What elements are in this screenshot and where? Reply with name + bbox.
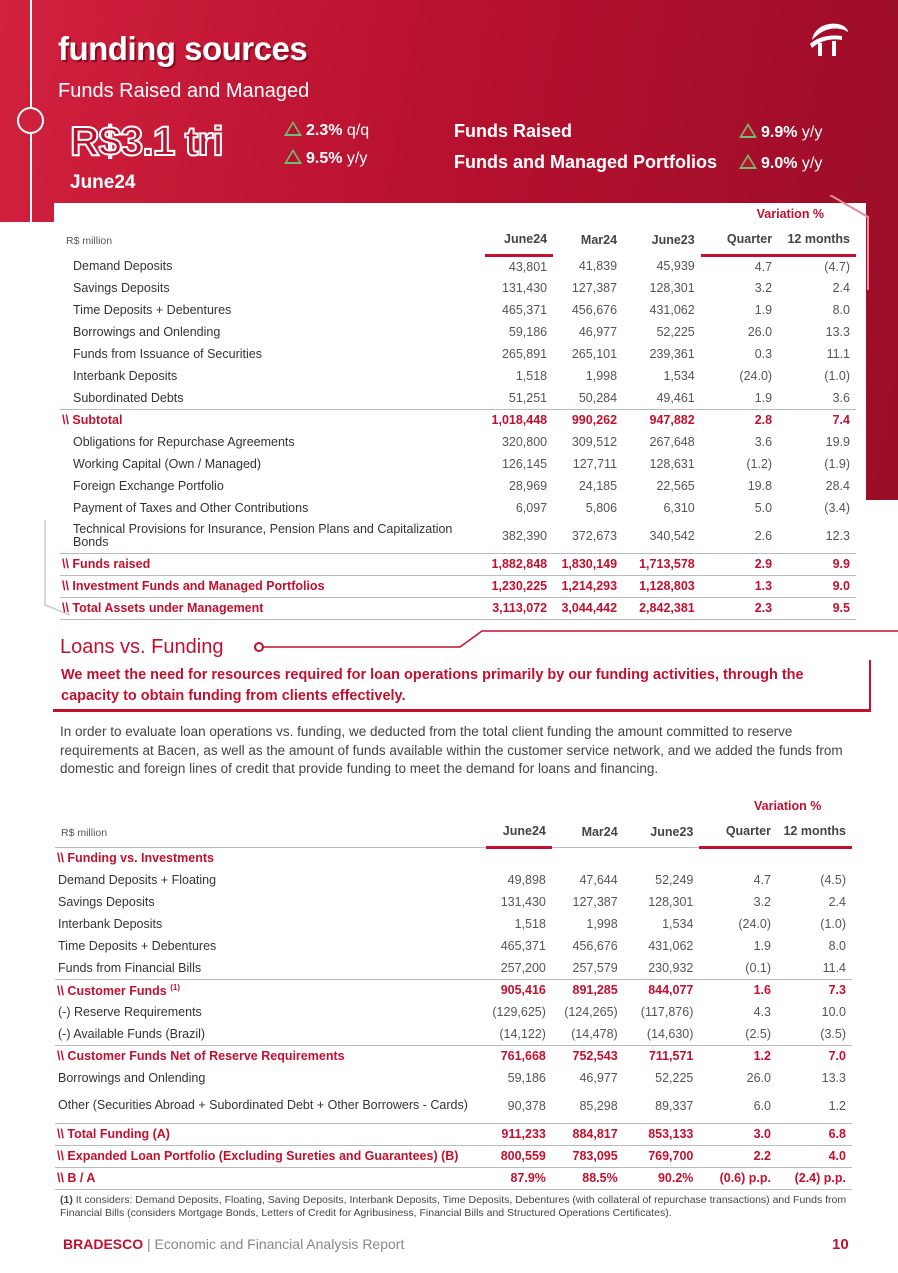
variation-header: Variation % xyxy=(754,799,822,813)
row-value: 6.8 xyxy=(777,1123,852,1145)
row-value: 3.6 xyxy=(832,390,850,405)
row-label: \\ Funding vs. Investments xyxy=(55,847,486,869)
row-value: 2.4 xyxy=(828,895,846,909)
row-label: Foreign Exchange Portfolio xyxy=(73,479,224,493)
row-label: Other (Securities Abroad + Subordinated Debt + Other Borrowers - Cards) xyxy=(58,1098,468,1113)
table-row xyxy=(55,913,852,935)
row-value: 2.4 xyxy=(832,281,850,295)
row-value: (4.7) xyxy=(824,259,850,274)
row-value: 340,542 xyxy=(649,528,695,543)
row-value: 783,095 xyxy=(552,1145,624,1167)
footer xyxy=(63,1236,404,1252)
row-value: 7.0 xyxy=(777,1045,852,1067)
row-value: 7.4 xyxy=(778,409,856,431)
up-triangle-icon xyxy=(739,123,757,138)
table-row xyxy=(55,1167,852,1189)
row-value: 911,233 xyxy=(486,1123,552,1145)
table-row xyxy=(60,553,856,575)
row-value: 45,939 xyxy=(656,259,695,273)
funds-raised-label: Funds Raised xyxy=(454,121,573,141)
row-value: 127,387 xyxy=(572,895,618,909)
row-label: Interbank Deposits xyxy=(58,917,163,931)
row-value: (0.6) p.p. xyxy=(699,1167,777,1189)
row-value: 891,285 xyxy=(552,979,624,1001)
table-row xyxy=(55,1123,852,1145)
row-value xyxy=(699,847,777,869)
table-row xyxy=(60,343,856,365)
row-value: 1,998 xyxy=(585,369,618,383)
row-value: 46,977 xyxy=(579,1071,618,1085)
row-value: 267,648 xyxy=(649,435,695,449)
row-value: 8.0 xyxy=(828,939,846,953)
row-value: (3.4) xyxy=(824,501,850,515)
table-header-row xyxy=(60,225,856,255)
variation-header: Variation % xyxy=(756,207,825,221)
row-value: 2.9 xyxy=(701,553,778,575)
row-value: 3.6 xyxy=(754,435,773,449)
row-label: \\ Total Assets under Management xyxy=(60,597,485,619)
row-value: (14,478) xyxy=(571,1026,618,1041)
col-mar24: Mar24 xyxy=(580,233,618,247)
row-value: 59,186 xyxy=(508,325,548,339)
row-value: 7.3 xyxy=(777,979,852,1001)
row-label: (-) Reserve Requirements xyxy=(58,1005,202,1019)
row-value: (24.0) xyxy=(738,917,771,931)
row-value: 19.8 xyxy=(747,479,773,493)
row-value: (2.4) p.p. xyxy=(777,1167,852,1189)
table-row xyxy=(60,255,856,277)
row-label: Time Deposits + Debentures xyxy=(73,303,232,317)
col-12months: 12 months xyxy=(777,817,852,847)
timeline-node xyxy=(17,107,44,134)
row-value: 382,390 xyxy=(501,528,548,543)
row-label: Time Deposits + Debentures xyxy=(58,939,217,953)
row-value: 456,676 xyxy=(571,303,618,317)
row-value: 1.3 xyxy=(701,575,778,597)
row-value: 1,128,803 xyxy=(623,575,701,597)
row-value: 456,676 xyxy=(572,939,618,953)
table-row xyxy=(55,1023,852,1045)
row-value: 230,932 xyxy=(648,960,694,975)
row-value: 11.4 xyxy=(822,960,846,975)
row-value: 6,097 xyxy=(515,501,548,515)
col-june24: June24 xyxy=(486,817,552,847)
row-value: 1,018,448 xyxy=(485,409,553,431)
row-value: 90,378 xyxy=(507,1098,546,1113)
table-row xyxy=(55,1067,852,1089)
row-value: 26.0 xyxy=(747,325,773,339)
table-row xyxy=(60,597,856,619)
table-row xyxy=(60,277,856,299)
row-value: 2.8 xyxy=(701,409,778,431)
row-value: (14,122) xyxy=(499,1026,546,1041)
row-label: Borrowings and Onlending xyxy=(58,1071,206,1085)
row-value: 2,842,381 xyxy=(623,597,701,619)
row-label: Demand Deposits + Floating xyxy=(58,873,217,887)
row-value: 431,062 xyxy=(649,303,695,317)
loans-funding-table xyxy=(55,795,852,1190)
row-value: 88.5% xyxy=(552,1167,624,1189)
page-number: 10 xyxy=(832,1236,849,1253)
row-value: 309,512 xyxy=(571,435,618,449)
section-divider xyxy=(250,628,898,654)
row-value: 5,806 xyxy=(585,501,618,515)
footnote: (1) It considers: Demand Deposits, Floating, Saving Deposits, Interbank Deposits, Time Deposits, Debentures (with collateral of repurchase transactions) and Funds from Financial Bills (considers Mortgage Bonds, Letters of Credit for Agribusiness, Financial Bills and Structured Operations Certificates). xyxy=(60,1194,847,1219)
row-value: 905,416 xyxy=(486,979,552,1001)
col-june24: June24 xyxy=(485,225,553,255)
row-value: 465,371 xyxy=(500,939,546,953)
row-value: 4.3 xyxy=(753,1005,771,1019)
page-title: funding sources xyxy=(58,30,308,67)
row-value: 19.9 xyxy=(825,435,850,449)
col-12months: 12 months xyxy=(778,225,856,255)
row-label: Working Capital (Own / Managed) xyxy=(73,457,262,471)
kpi-funds-raised: 9.9% y/y xyxy=(739,122,822,142)
table-row xyxy=(55,1089,852,1123)
footer-separator: | xyxy=(147,1236,151,1252)
row-value: 1,534 xyxy=(662,917,694,931)
col-mar24: Mar24 xyxy=(581,824,618,839)
row-value: 1,534 xyxy=(663,369,695,383)
row-value: 431,062 xyxy=(648,939,694,953)
row-value: 257,579 xyxy=(572,960,618,975)
row-value: 22,565 xyxy=(656,479,695,493)
row-value: 4.0 xyxy=(777,1145,852,1167)
row-value: 26.0 xyxy=(746,1071,771,1085)
row-value: 5.0 xyxy=(754,501,773,515)
row-value: 11.1 xyxy=(826,347,850,361)
row-value: (117,876) xyxy=(640,1005,694,1019)
row-value: 711,571 xyxy=(624,1045,700,1067)
row-value: 3,113,072 xyxy=(485,597,553,619)
row-value: 51,251 xyxy=(508,390,548,405)
table-row xyxy=(60,409,856,431)
table-row xyxy=(55,1145,852,1167)
row-value: 52,225 xyxy=(655,1071,694,1085)
row-value: 1,882,848 xyxy=(485,553,553,575)
row-value: 372,673 xyxy=(571,528,618,543)
row-label: Technical Provisions for Insurance, Pension Plans and Capitalization Bonds xyxy=(73,521,453,549)
row-value: 127,711 xyxy=(572,457,618,471)
row-value: 257,200 xyxy=(500,960,546,975)
section-body: In order to evaluate loan operations vs. funding, we deducted from the total client funding the amount committed to reserve requirements at Bacen, as well as the amount of funds available within the customer service network, and we added the funds from domestic and foreign lines of credit that provide funding to meet the demand for loans and financing. xyxy=(60,724,843,776)
table-row xyxy=(55,891,852,913)
row-value: (1.2) xyxy=(746,457,773,471)
row-value: 13.3 xyxy=(821,1071,846,1085)
row-value: 1,214,293 xyxy=(553,575,623,597)
row-label: Payment of Taxes and Other Contributions xyxy=(73,501,309,515)
row-label: (-) Available Funds (Brazil) xyxy=(58,1026,206,1041)
table-row xyxy=(60,519,856,553)
row-value: 800,559 xyxy=(486,1145,552,1167)
row-value: (1.9) xyxy=(824,457,850,471)
table-row xyxy=(60,431,856,453)
row-value: 8.0 xyxy=(832,303,850,317)
row-label: \\ Customer Funds Net of Reserve Requirements xyxy=(55,1045,486,1067)
row-value: 128,301 xyxy=(649,281,695,295)
table-row xyxy=(55,847,852,869)
table-row xyxy=(60,387,856,409)
row-value: 3.0 xyxy=(699,1123,777,1145)
row-value: (1.0) xyxy=(820,917,846,931)
row-value: 265,891 xyxy=(501,347,548,361)
row-value: 50,284 xyxy=(578,390,618,405)
up-triangle-icon xyxy=(284,149,302,164)
funding-table xyxy=(60,203,856,620)
up-triangle-icon xyxy=(284,121,302,136)
row-value: 1,830,149 xyxy=(553,553,623,575)
row-label: Interbank Deposits xyxy=(73,369,178,383)
row-value: 127,387 xyxy=(571,281,618,295)
row-value: 128,301 xyxy=(648,895,694,909)
variation-header-row xyxy=(55,795,852,817)
row-label: Savings Deposits xyxy=(73,281,170,295)
row-value: 1.9 xyxy=(754,390,773,405)
period-label: June24 xyxy=(70,172,136,193)
table-row xyxy=(55,1001,852,1023)
unit-label: R$ million xyxy=(66,235,113,247)
table-row xyxy=(60,475,856,497)
row-value: 1.2 xyxy=(699,1045,777,1067)
col-june23: June23 xyxy=(650,824,694,839)
row-value: 265,101 xyxy=(571,347,618,361)
row-label: \\ Subtotal xyxy=(60,409,485,431)
row-value: 49,898 xyxy=(507,873,546,887)
table-row xyxy=(60,453,856,475)
row-value: 2.3 xyxy=(701,597,778,619)
row-value: 752,543 xyxy=(552,1045,624,1067)
row-value: (129,625) xyxy=(492,1005,546,1019)
col-quarter: Quarter xyxy=(701,225,778,255)
row-value: 89,337 xyxy=(655,1098,694,1113)
row-value: (1.0) xyxy=(824,369,850,383)
col-june23: June23 xyxy=(651,233,695,247)
page-subtitle: Funds Raised and Managed xyxy=(58,80,310,102)
row-value: 1.2 xyxy=(828,1098,846,1113)
row-value: 9.5 xyxy=(778,597,856,619)
table-row xyxy=(55,1045,852,1067)
row-value: 41,839 xyxy=(578,259,618,273)
kpi-yoy: 9.5% y/y xyxy=(284,148,367,168)
kpi-qoq: 2.3% q/q xyxy=(284,120,369,140)
row-value: 2.6 xyxy=(754,528,773,543)
row-value: 0.3 xyxy=(754,347,773,361)
table-header-row xyxy=(55,817,852,847)
row-value: 13.3 xyxy=(825,325,850,339)
row-value: 90.2% xyxy=(624,1167,700,1189)
row-value: 3.2 xyxy=(754,281,773,295)
row-value: 131,430 xyxy=(501,281,548,295)
timeline-line xyxy=(30,0,32,108)
row-label: \\ Expanded Loan Portfolio (Excluding Sureties and Guarantees) (B) xyxy=(55,1145,486,1167)
row-value: 4.7 xyxy=(753,873,771,887)
row-value: 884,817 xyxy=(552,1123,624,1145)
row-value: 85,298 xyxy=(579,1098,618,1113)
row-value: 2.2 xyxy=(699,1145,777,1167)
table-row xyxy=(60,321,856,343)
row-value: 24,185 xyxy=(578,479,618,493)
row-value: 3.2 xyxy=(753,895,771,909)
row-value: 131,430 xyxy=(500,895,546,909)
row-value: 853,133 xyxy=(624,1123,700,1145)
row-value: 844,077 xyxy=(624,979,700,1001)
row-value xyxy=(624,847,700,869)
row-label: Subordinated Debts xyxy=(73,390,184,405)
table-row xyxy=(60,365,856,387)
row-label: \\ Total Funding (A) xyxy=(55,1123,486,1145)
table-row xyxy=(55,979,852,1001)
row-value: 769,700 xyxy=(624,1145,700,1167)
row-value: 1.6 xyxy=(699,979,777,1001)
row-value: 1,518 xyxy=(515,369,548,383)
row-value: 43,801 xyxy=(508,259,548,274)
row-value: 465,371 xyxy=(501,303,548,317)
row-value: 9.0 xyxy=(778,575,856,597)
row-value: 126,145 xyxy=(501,457,548,471)
row-value: (2.5) xyxy=(745,1026,771,1041)
row-label: \\ Customer Funds $^{(1)}$ xyxy=(55,979,486,1001)
table-row xyxy=(60,575,856,597)
row-value: 1,998 xyxy=(586,917,618,931)
kpi-funds-managed: 9.0% y/y xyxy=(739,153,822,173)
row-value: 6.0 xyxy=(753,1098,771,1113)
row-value: (24.0) xyxy=(739,369,773,383)
table-row xyxy=(60,299,856,321)
row-value: 46,977 xyxy=(578,325,618,339)
table-row xyxy=(55,957,852,979)
row-value: (14,630) xyxy=(646,1026,694,1041)
footer-brand: BRADESCO xyxy=(63,1236,144,1252)
row-value: 1,230,225 xyxy=(485,575,553,597)
row-value: 1.9 xyxy=(754,303,773,317)
row-label: Funds from Issuance of Securities xyxy=(73,347,262,361)
row-value xyxy=(777,847,852,869)
table-row xyxy=(60,497,856,519)
row-value: (3.5) xyxy=(820,1026,846,1041)
table-row xyxy=(55,869,852,891)
row-value: 990,262 xyxy=(553,409,623,431)
row-value: 6,310 xyxy=(663,501,695,515)
row-value: 9.9 xyxy=(778,553,856,575)
row-value: 49,461 xyxy=(656,390,695,405)
total-funds-value: R$3.1 tri xyxy=(70,118,223,164)
row-label: Funds from Financial Bills xyxy=(58,960,202,975)
row-value: 52,225 xyxy=(656,325,695,339)
unit-label: R$ million xyxy=(61,826,108,839)
col-quarter: Quarter xyxy=(699,817,777,847)
highlight-box: We meet the need for resources required for loan operations primarily by our funding activities, through the capacity to obtain funding from clients effectively. xyxy=(53,660,871,712)
row-label: Savings Deposits xyxy=(58,895,155,909)
row-value: 1,518 xyxy=(514,917,546,931)
row-value: 761,668 xyxy=(486,1045,552,1067)
row-value: 12.3 xyxy=(825,528,850,543)
row-value: 28,969 xyxy=(508,479,548,493)
row-label: Obligations for Repurchase Agreements xyxy=(73,435,295,449)
row-value: 320,800 xyxy=(501,435,548,449)
row-label: \\ Investment Funds and Managed Portfolios xyxy=(60,575,485,597)
table-row xyxy=(55,935,852,957)
row-value: 4.7 xyxy=(754,259,773,274)
row-value: (124,265) xyxy=(564,1005,618,1019)
row-value: (0.1) xyxy=(745,960,771,975)
row-value: 47,644 xyxy=(579,873,618,887)
row-value: 59,186 xyxy=(507,1071,546,1085)
row-label: Borrowings and Onlending xyxy=(73,325,221,339)
row-value xyxy=(552,847,624,869)
row-label: Demand Deposits xyxy=(73,259,173,273)
row-label: \\ B / A xyxy=(55,1167,486,1189)
row-value: 3,044,442 xyxy=(553,597,623,619)
row-value: 52,249 xyxy=(655,873,694,887)
row-label: \\ Funds raised xyxy=(60,553,485,575)
row-value: 947,882 xyxy=(623,409,701,431)
section-title: Loans vs. Funding xyxy=(60,636,224,658)
variation-header-row xyxy=(60,203,856,225)
row-value: 28.4 xyxy=(825,479,850,493)
row-value: (4.5) xyxy=(820,873,846,887)
row-value: 1.9 xyxy=(753,939,771,953)
funds-managed-label: Funds and Managed Portfolios xyxy=(454,152,718,172)
row-value: 128,631 xyxy=(649,457,695,471)
row-value: 10.0 xyxy=(821,1005,846,1019)
up-triangle-icon xyxy=(739,154,757,169)
row-value: 239,361 xyxy=(649,347,695,361)
row-value: 87.9% xyxy=(486,1167,552,1189)
row-value xyxy=(486,847,552,869)
footer-report: Economic and Financial Analysis Report xyxy=(154,1236,405,1252)
row-value: 1,713,578 xyxy=(623,553,701,575)
timeline-line-lower xyxy=(30,134,32,222)
bradesco-logo-icon xyxy=(806,18,850,58)
